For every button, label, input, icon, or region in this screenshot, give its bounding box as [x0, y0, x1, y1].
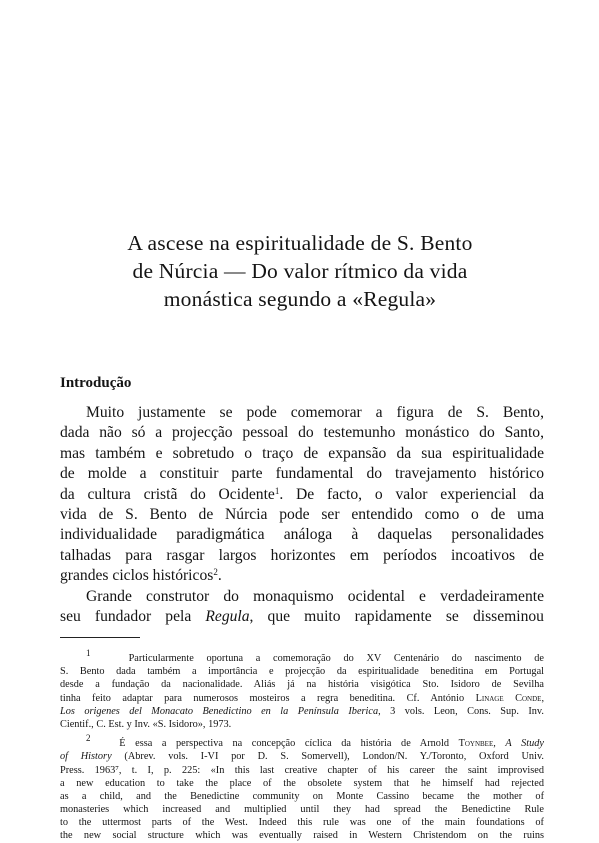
footnote-number: 2 — [86, 733, 91, 744]
footnote-text: (Abrev. vols. I-VI por D. S. Somervell), London/N. Y./Toronto, Oxford Univ. — [124, 751, 544, 763]
footnote-line — [60, 692, 544, 705]
body-line: talhadas para rasgar largos horizontes em períodos incoativos de — [60, 546, 544, 564]
body-text — [60, 403, 544, 627]
body-line: Grande construtor do monaquismo ocidental e verdadeiramente — [86, 587, 544, 605]
footnote-line: to the uttermost parts of the West. Indeed this rule was one of the main foundations of — [60, 817, 544, 829]
body-line — [60, 485, 544, 505]
footnote-line: desde a fundação da nacionalidade. Aliás já na história visigótica Sto. Isidoro de Sevilha — [60, 679, 544, 691]
body-text-segment: da cultura cristã do Ocidente — [60, 485, 275, 503]
footnote-work-title: Los origenes del Monacato Benedictino en la Península Iberica — [60, 705, 379, 717]
title-line: monástica segundo a «Regula» — [163, 287, 437, 311]
body-line — [60, 607, 544, 627]
body-text-segment: grandes ciclos históricos — [60, 567, 214, 585]
title-line: de Núrcia — Do valor rítmico da vida — [132, 259, 468, 283]
footnote-work-title: A Study — [505, 738, 544, 750]
article-title — [60, 229, 540, 313]
footnote-separator — [60, 637, 140, 638]
footnote-line — [60, 750, 544, 763]
body-line: de molde a constituir parte fundamental do travejamento histórico — [60, 465, 544, 483]
footnote-text: tinha feito adaptar para numerosos mosteiros a regra beneditina. Cf. António — [60, 692, 465, 704]
footnote-text: , — [493, 738, 496, 750]
footnote-author: Toynbee — [458, 738, 494, 750]
footnote-work-title: of History — [60, 751, 112, 763]
footnote-text: Particularmente oportuna a comemoração do XV Centenário do nascimento de — [128, 653, 544, 664]
footnote-text: É essa a perspectiva na concepção cíclica da história de Arnold — [119, 738, 449, 750]
footnote-line: monasteries which increased and multiplied until they had spread the Benedictine Rule — [60, 804, 544, 816]
footnote-line — [60, 648, 544, 665]
footnote-line: as a child, and the Benedictine community on Monte Cassino became the mother of — [60, 790, 544, 802]
footnote-text: , 3 vols. Leon, Cons. Sup. Inv. — [378, 705, 544, 717]
body-text-segment: . De facto, o valor experiencial da — [279, 485, 544, 503]
body-text-segment: , que muito rapidamente se disseminou — [249, 607, 544, 625]
body-line: vida de S. Bento de Núrcia pode ser entendido como o de uma — [60, 505, 544, 523]
body-text-segment: seu fundador pela — [60, 607, 192, 625]
footnote-line: a new education to take the place of the obsolete system that he himself had rejected — [60, 777, 544, 789]
footnote-ref[interactable]: 2 — [213, 567, 218, 578]
footnote-line: S. Bento dada também a importância e projecção da espiritualidade beneditina em Portugal — [60, 666, 544, 678]
body-line: Muito justamente se pode comemorar a figura de S. Bento, — [86, 404, 544, 421]
body-line: individualidade paradigmática análoga à daquelas personalidades — [60, 526, 544, 544]
body-line — [60, 566, 544, 586]
section-heading: Introdução — [60, 375, 132, 391]
title-line: A ascese na espiritualidade de S. Bento — [127, 231, 473, 255]
body-line: mas também e sobretudo o traço de expansão da sua espiritualidade — [60, 444, 544, 462]
footnote-line: Cientif., C. Est. y Inv. «S. Isidoro», 1973. — [60, 718, 232, 730]
footnote-ref[interactable]: 1 — [274, 485, 280, 496]
body-text-segment: . — [217, 567, 222, 585]
footnote-text: , — [541, 692, 545, 704]
footnote-author: Linage Conde — [475, 692, 542, 704]
body-line: dada não só a projecção pessoal do testemunho monástico do Santo, — [60, 424, 544, 442]
footnote-number: 1 — [86, 648, 91, 658]
footnote-line — [60, 733, 544, 750]
footnotes — [60, 648, 545, 843]
footnote-line: Press. 1963⁷, t. I, p. 225: «In this last creative chapter of his career the saint improvised — [60, 764, 544, 776]
footnote-line — [60, 705, 544, 718]
footnote-line: the new social structure which was eventually raised in Western Christendom on the ruins — [60, 830, 544, 842]
body-text-italic: Regula — [205, 607, 250, 625]
